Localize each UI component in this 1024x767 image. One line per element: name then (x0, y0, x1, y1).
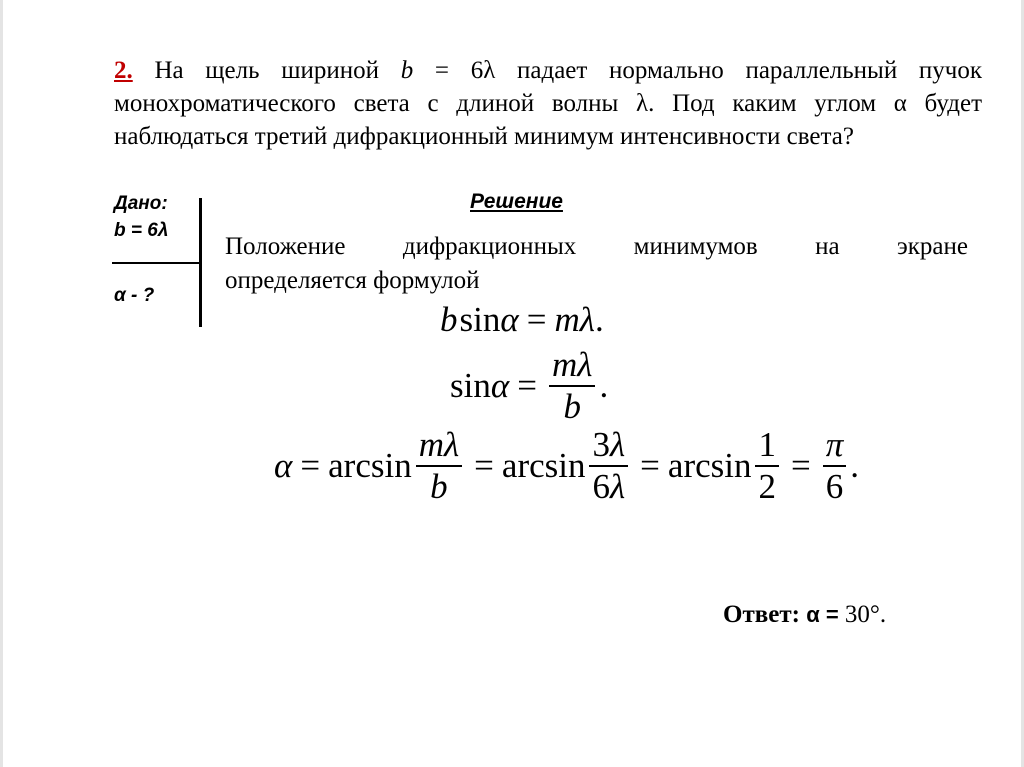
eq1-period: . (594, 300, 604, 339)
eq2-num-m: m (551, 345, 578, 384)
solution-text (225, 230, 968, 298)
eq3-f4-numerator: π (825, 425, 844, 464)
eq3-f4-denominator: 6 (825, 467, 844, 506)
problem-line1-text: На щель шириной (154, 57, 401, 84)
eq3-f1-numerator (416, 425, 462, 465)
eq2-num-lambda: λ (577, 345, 593, 384)
eq1-equals: = (526, 300, 547, 339)
solution-text-line-2: определяется формулой (225, 267, 480, 294)
eq2-equals: = (517, 366, 537, 405)
eq3-f2-den-lambda: λ (609, 467, 626, 506)
eq3-equals-3: = (640, 446, 660, 485)
equation-3 (274, 425, 859, 507)
eq3-f1-num-lambda: λ (443, 425, 460, 464)
eq2-sin: sin (450, 366, 491, 405)
eq2-fraction (549, 345, 595, 427)
eq3-f3-numerator: 1 (758, 425, 776, 464)
given-value: b = 6λ (114, 220, 169, 241)
eq3-equals-4: = (790, 446, 811, 485)
eq1-alpha: α (500, 300, 519, 339)
eq3-arcsin-3: arcsin (667, 446, 752, 485)
problem-statement (114, 54, 982, 153)
eq3-f1-denominator: b (430, 467, 448, 506)
eq3-fraction-3 (755, 425, 779, 507)
solution-title: Решение (470, 190, 563, 213)
eq2-fraction-numerator (549, 345, 595, 385)
problem-line-2: монохроматического света с длиной волны λ. Под каким углом α будет (114, 90, 982, 117)
problem-number: 2. (114, 57, 133, 84)
eq3-fraction-2 (589, 425, 628, 507)
problem-var-b: b (400, 57, 414, 84)
eq3-f2-numerator (589, 425, 628, 465)
eq3-f2-denominator (589, 467, 628, 507)
answer (723, 601, 886, 629)
given-find: α - ? (114, 285, 155, 306)
given-title: Дано: (114, 193, 168, 214)
problem-line-3: наблюдаться третий дифракционный минимум интенсивности света? (114, 123, 854, 150)
eq1-b: b (440, 300, 458, 339)
eq2-period: . (599, 366, 609, 405)
eq1-m: m (554, 300, 580, 339)
eq3-f2-num-3: 3 (592, 425, 610, 464)
problem-line1-rest: = 6λ падает нормально параллельный пучок (413, 57, 983, 84)
eq3-equals-1: = (300, 446, 321, 485)
eq3-fraction-4 (823, 425, 847, 507)
given-horizontal-divider (112, 262, 201, 264)
answer-var: α = (806, 602, 839, 627)
answer-label: Ответ: (723, 601, 800, 628)
eq2-alpha: α (490, 366, 510, 405)
equation-2 (450, 345, 608, 427)
equation-1 (440, 300, 604, 340)
eq3-arcsin-1: arcsin (328, 446, 412, 485)
eq3-equals-2: = (474, 446, 494, 485)
answer-value: 30°. (838, 601, 887, 628)
eq3-f2-den-6: 6 (592, 467, 610, 506)
eq3-period: . (850, 446, 860, 485)
eq3-f3-denominator: 2 (758, 467, 776, 506)
eq3-fraction-1 (416, 425, 462, 507)
eq3-arcsin-2: arcsin (501, 446, 586, 485)
problem-line-1 (114, 54, 982, 87)
eq3-f1-num-m: m (418, 425, 444, 464)
slide-edge-left (0, 0, 3, 767)
eq1-lambda: λ (579, 300, 595, 339)
solution-text-line-1: Положение дифракционных минимумов на экране (225, 233, 968, 260)
eq3-alpha: α (274, 446, 293, 485)
eq3-f2-num-lambda: λ (609, 425, 626, 464)
eq1-sin: sin (459, 300, 501, 339)
eq2-fraction-denominator: b (563, 387, 581, 426)
